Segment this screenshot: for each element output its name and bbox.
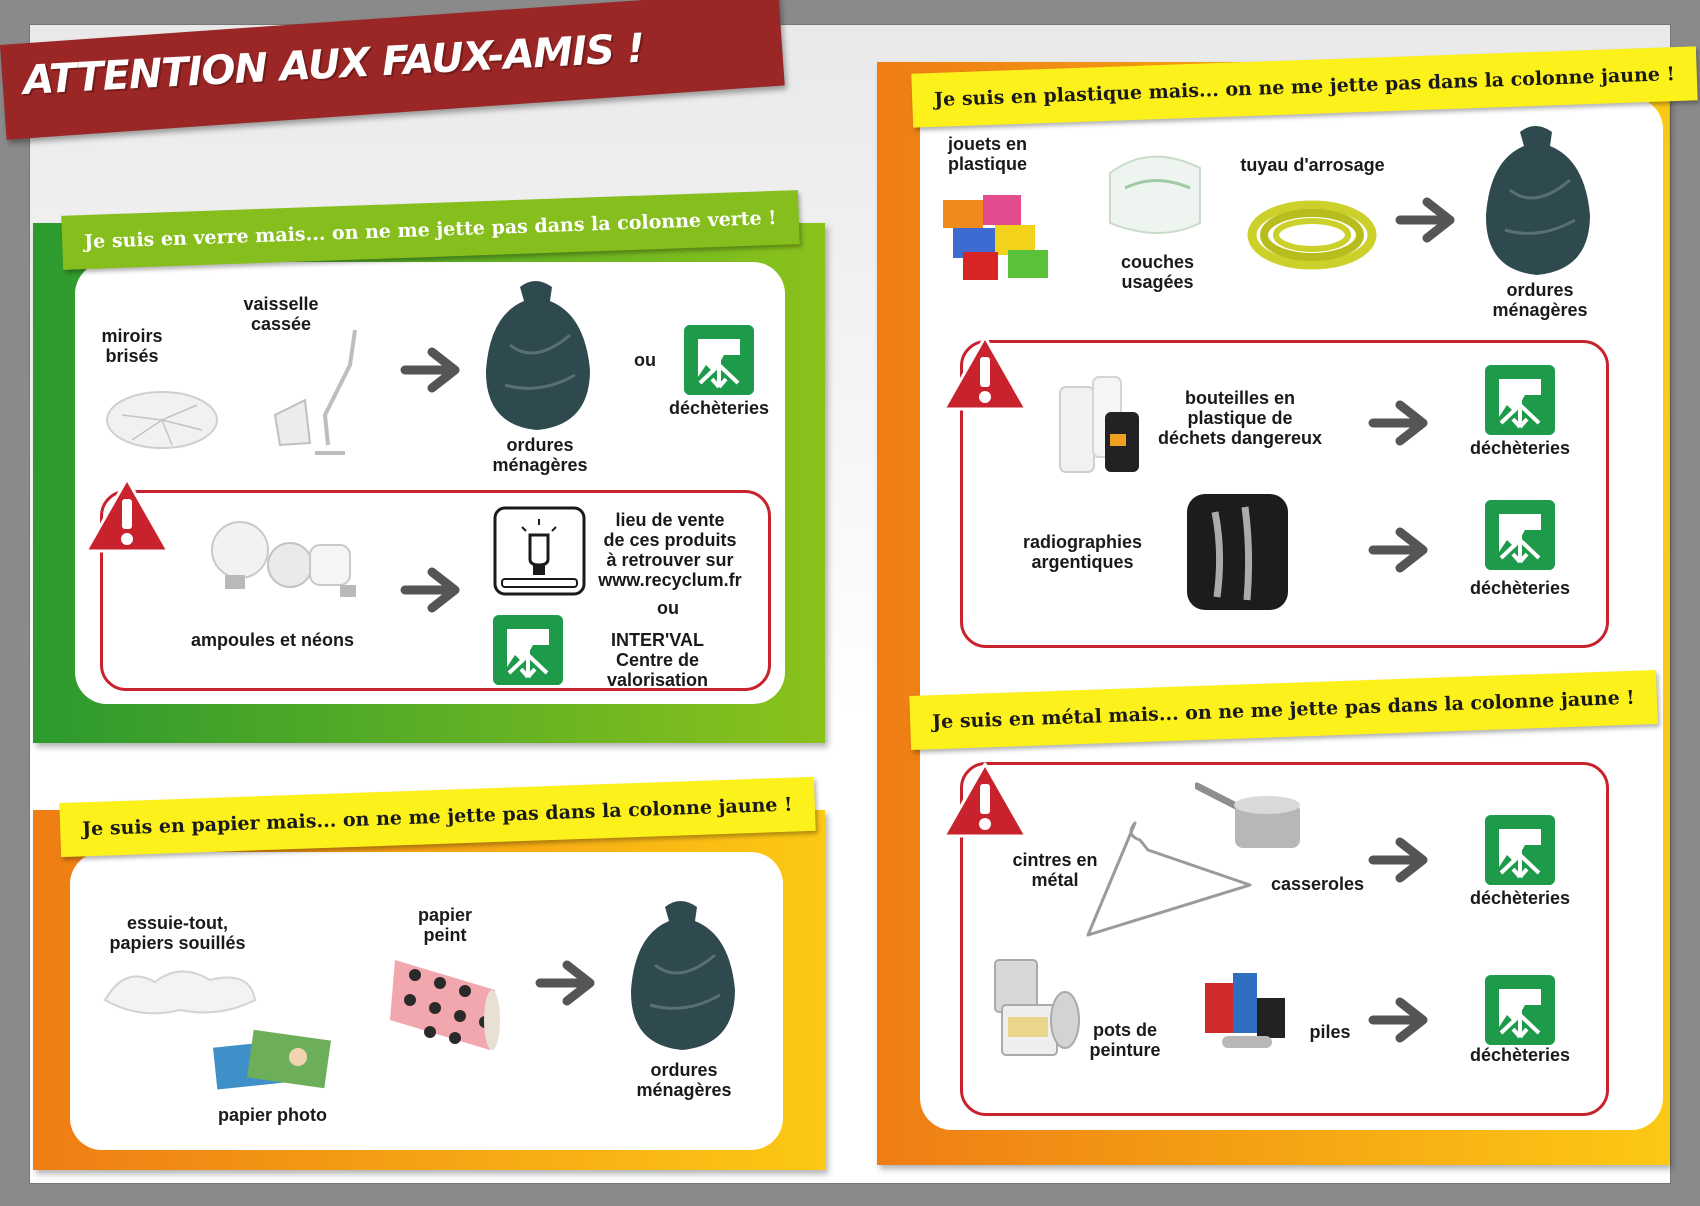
item-papier-photo: papier photo [218, 1105, 327, 1125]
arrow-icon [1368, 835, 1433, 885]
bag-label-plastique: ordures ménagères [1492, 280, 1588, 320]
saucepan-image [1195, 778, 1305, 858]
warning-icon [940, 333, 1030, 415]
section-papier-banner: Je suis en papier mais... on ne me jette pas dans la colonne jaune ! [59, 777, 815, 857]
batteries-image [1200, 958, 1300, 1053]
dech-label-metal-2: déchèteries [1469, 1045, 1571, 1065]
recyclum-bulb-icon [492, 505, 587, 597]
decheterie-icon [1485, 815, 1555, 885]
diapers-image [1100, 143, 1210, 243]
item-piles: piles [1309, 1022, 1351, 1042]
section-plastique-banner: Je suis en plastique mais... on ne me jette pas dans la colonne jaune ! [911, 46, 1698, 127]
arrow-icon [400, 565, 465, 615]
item-miroirs: miroirs brisés [101, 326, 163, 366]
photo-paper-image [210, 1030, 335, 1090]
item-casseroles: casseroles [1270, 874, 1365, 894]
item-ampoules: ampoules et néons [190, 630, 355, 650]
item-jouets: jouets en plastique [947, 134, 1027, 174]
decheterie-icon [1485, 365, 1555, 435]
trash-bag-icon [625, 895, 740, 1055]
or-label-2: ou [657, 598, 679, 618]
garden-hose-image [1245, 195, 1380, 275]
or-label: ou [634, 350, 656, 370]
arrow-icon [535, 958, 600, 1008]
decheterie-icon [1485, 975, 1555, 1045]
item-essuie-tout: essuie-tout, papiers souillés [109, 913, 246, 953]
item-cintres: cintres en métal [1012, 850, 1098, 890]
wallpaper-roll-image [385, 950, 505, 1060]
arrow-icon [1368, 995, 1433, 1045]
item-vaisselle: vaisselle cassée [243, 294, 319, 334]
paper-towels-image [100, 960, 260, 1020]
arrow-icon [1368, 525, 1433, 575]
trash-bag-icon [1480, 120, 1595, 280]
broken-mirror-image [102, 385, 222, 455]
item-tuyau: tuyau d'arrosage [1240, 155, 1385, 175]
page-title: ATTENTION AUX FAUX-AMIS ! [22, 25, 646, 104]
hazard-bottles-image [1055, 362, 1145, 477]
toy-blocks-image [938, 180, 1058, 285]
decheterie-icon [493, 615, 563, 685]
recyclum-text: lieu de vente de ces produits à retrouver sur www.recyclum.fr [598, 510, 742, 590]
xray-image [1185, 492, 1290, 612]
trash-bag-icon [480, 275, 595, 435]
broken-glass-image [270, 325, 370, 460]
bag-label-verre: ordures ménagères [492, 435, 588, 475]
section-metal-banner: Je suis en métal mais... on ne me jette pas dans la colonne jaune ! [909, 670, 1657, 750]
dech-label-verre: déchèteries [668, 398, 770, 418]
item-pots-peinture: pots de peinture [1089, 1020, 1161, 1060]
arrow-icon [1368, 398, 1433, 448]
warning-icon [82, 475, 172, 557]
bag-label-papier: ordures ménagères [636, 1060, 732, 1100]
paint-cans-image [990, 955, 1085, 1060]
arrow-icon [400, 345, 465, 395]
section-verre-banner: Je suis en verre mais... on ne me jette pas dans la colonne verte ! [61, 190, 799, 270]
dech-label-metal-1: déchèteries [1469, 888, 1571, 908]
decheterie-icon [1485, 500, 1555, 570]
item-couches: couches usagées [1120, 252, 1195, 292]
warning-icon [940, 760, 1030, 842]
dech-label-radiographies: déchèteries [1469, 578, 1571, 598]
dech-label-bouteilles: déchèteries [1469, 438, 1571, 458]
decheterie-icon [684, 325, 754, 395]
arrow-icon [1395, 195, 1460, 245]
item-papier-peint: papier peint [417, 905, 473, 945]
item-radiographies: radiographies argentiques [1022, 532, 1143, 572]
interval-text: INTER'VAL Centre de valorisation [606, 630, 709, 690]
item-bouteilles: bouteilles en plastique de déchets dangereux [1157, 388, 1323, 448]
bulbs-image [195, 510, 365, 610]
